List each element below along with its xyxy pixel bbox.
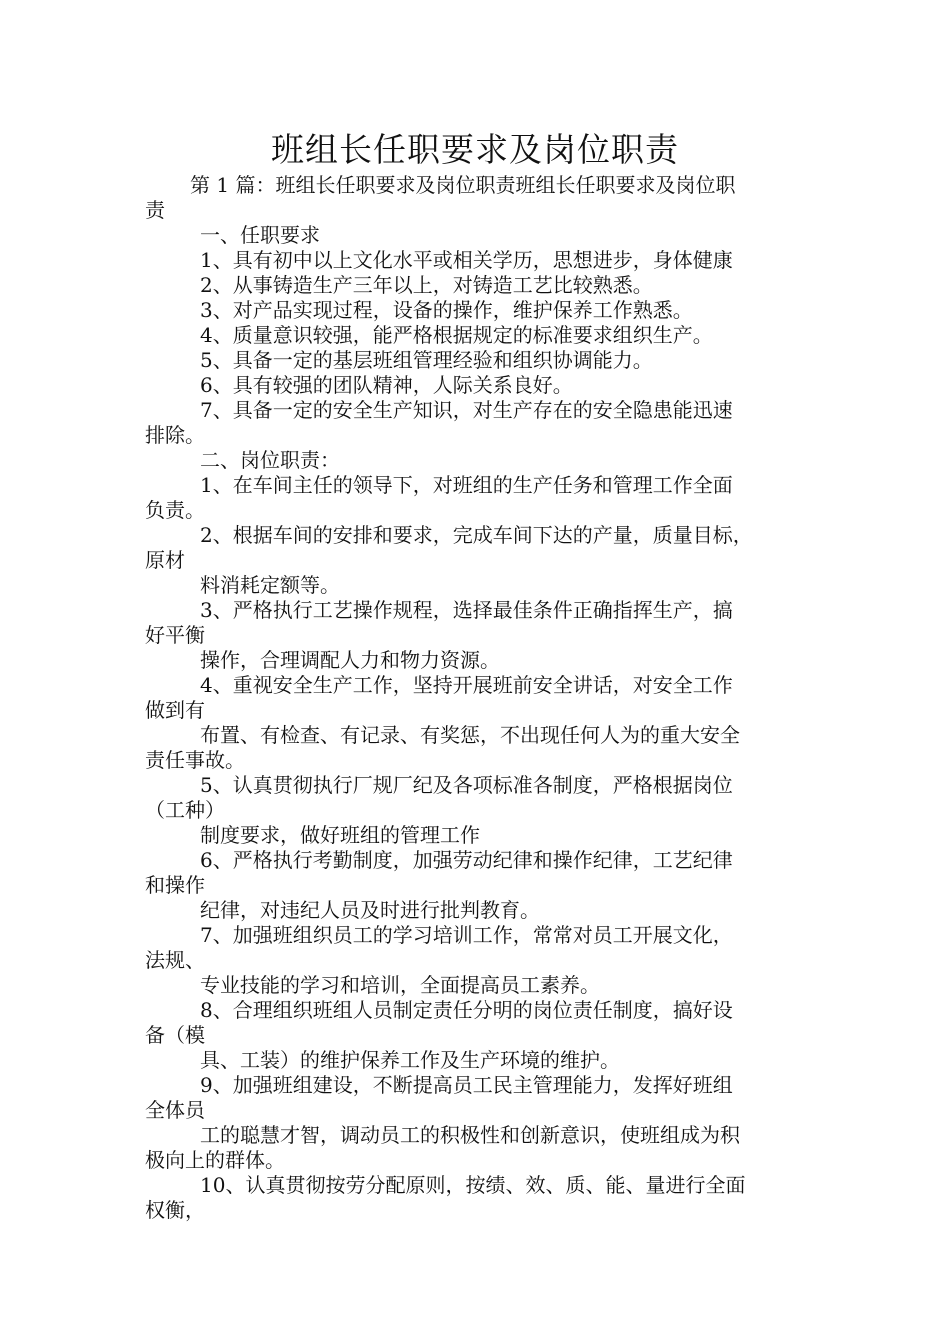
duty-item: 1、在车间主任的领导下，对班组的生产任务和管理工作全面 — [200, 473, 733, 497]
requirement-item: 4、质量意识较强，能严格根据规定的标准要求组织生产。 — [200, 323, 713, 347]
section-heading-duties: 二、岗位职责： — [200, 448, 340, 472]
section-heading-requirements: 一、任职要求 — [200, 223, 320, 247]
duty-item-cont: 负责。 — [145, 498, 205, 522]
duty-item-cont: 全体员 — [145, 1098, 205, 1122]
duty-item: 3、严格执行工艺操作规程，选择最佳条件正确指挥生产，搞 — [200, 598, 733, 622]
duty-item-cont: 制度要求，做好班组的管理工作 — [200, 823, 480, 847]
duty-item-cont: 备（模 — [145, 1023, 205, 1047]
requirement-item-cont: 排除。 — [145, 423, 205, 447]
duty-item-cont: 布置、有检查、有记录、有奖惩，不出现任何人为的重大安全 — [200, 723, 740, 747]
duty-item-cont: （工种） — [145, 798, 225, 822]
duty-item-cont: 原材 — [145, 548, 185, 572]
document-title: 班组长任职要求及岗位职责 — [271, 130, 679, 169]
duty-item-cont: 责任事故。 — [145, 748, 245, 772]
duty-item: 7、加强班组织员工的学习培训工作，常常对员工开展文化， — [200, 923, 733, 947]
duty-item: 5、认真贯彻执行厂规厂纪及各项标准各制度，严格根据岗位 — [200, 773, 733, 797]
duty-item-cont: 具、工装）的维护保养工作及生产环境的维护。 — [200, 1048, 620, 1072]
duty-item-cont: 料消耗定额等。 — [200, 573, 340, 597]
duty-item: 9、加强班组建设，不断提高员工民主管理能力，发挥好班组 — [200, 1073, 733, 1097]
requirement-item: 5、具备一定的基层班组管理经验和组织协调能力。 — [200, 348, 653, 372]
requirement-item: 6、具有较强的团队精神，人际关系良好。 — [200, 373, 573, 397]
duty-item: 4、重视安全生产工作，坚持开展班前安全讲话，对安全工作 — [200, 673, 733, 697]
duty-item-cont: 和操作 — [145, 873, 205, 897]
requirement-item: 3、对产品实现过程，设备的操作，维护保养工作熟悉。 — [200, 298, 693, 322]
duty-item-cont: 好平衡 — [145, 623, 205, 647]
duty-item-cont: 工的聪慧才智，调动员工的积极性和创新意识，使班组成为积 — [200, 1123, 740, 1147]
requirement-item: 7、具备一定的安全生产知识，对生产存在的安全隐患能迅速 — [200, 398, 733, 422]
duty-item-cont: 专业技能的学习和培训，全面提高员工素养。 — [200, 973, 600, 997]
text-line-intro: 第 1 篇：班组长任职要求及岗位职责班组长任职要求及岗位职 — [190, 173, 736, 197]
duty-item-cont: 做到有 — [145, 698, 205, 722]
duty-item-cont: 纪律，对违纪人员及时进行批判教育。 — [200, 898, 540, 922]
duty-item-cont: 法规、 — [145, 948, 205, 972]
duty-item: 6、严格执行考勤制度，加强劳动纪律和操作纪律，工艺纪律 — [200, 848, 733, 872]
duty-item-cont: 权衡， — [145, 1198, 205, 1222]
text-line-intro-cont: 责 — [145, 198, 165, 222]
requirement-item: 1、具有初中以上文化水平或相关学历，思想进步，身体健康 — [200, 248, 733, 272]
duty-item-cont: 极向上的群体。 — [145, 1148, 285, 1172]
requirement-item: 2、从事铸造生产三年以上，对铸造工艺比较熟悉。 — [200, 273, 653, 297]
duty-item: 2、根据车间的安排和要求，完成车间下达的产量，质量目标， — [200, 523, 753, 547]
duty-item: 8、合理组织班组人员制定责任分明的岗位责任制度，搞好设 — [200, 998, 733, 1022]
duty-item: 10、认真贯彻按劳分配原则，按绩、效、质、能、量进行全面 — [200, 1173, 746, 1197]
duty-item-cont: 操作，合理调配人力和物力资源。 — [200, 648, 500, 672]
